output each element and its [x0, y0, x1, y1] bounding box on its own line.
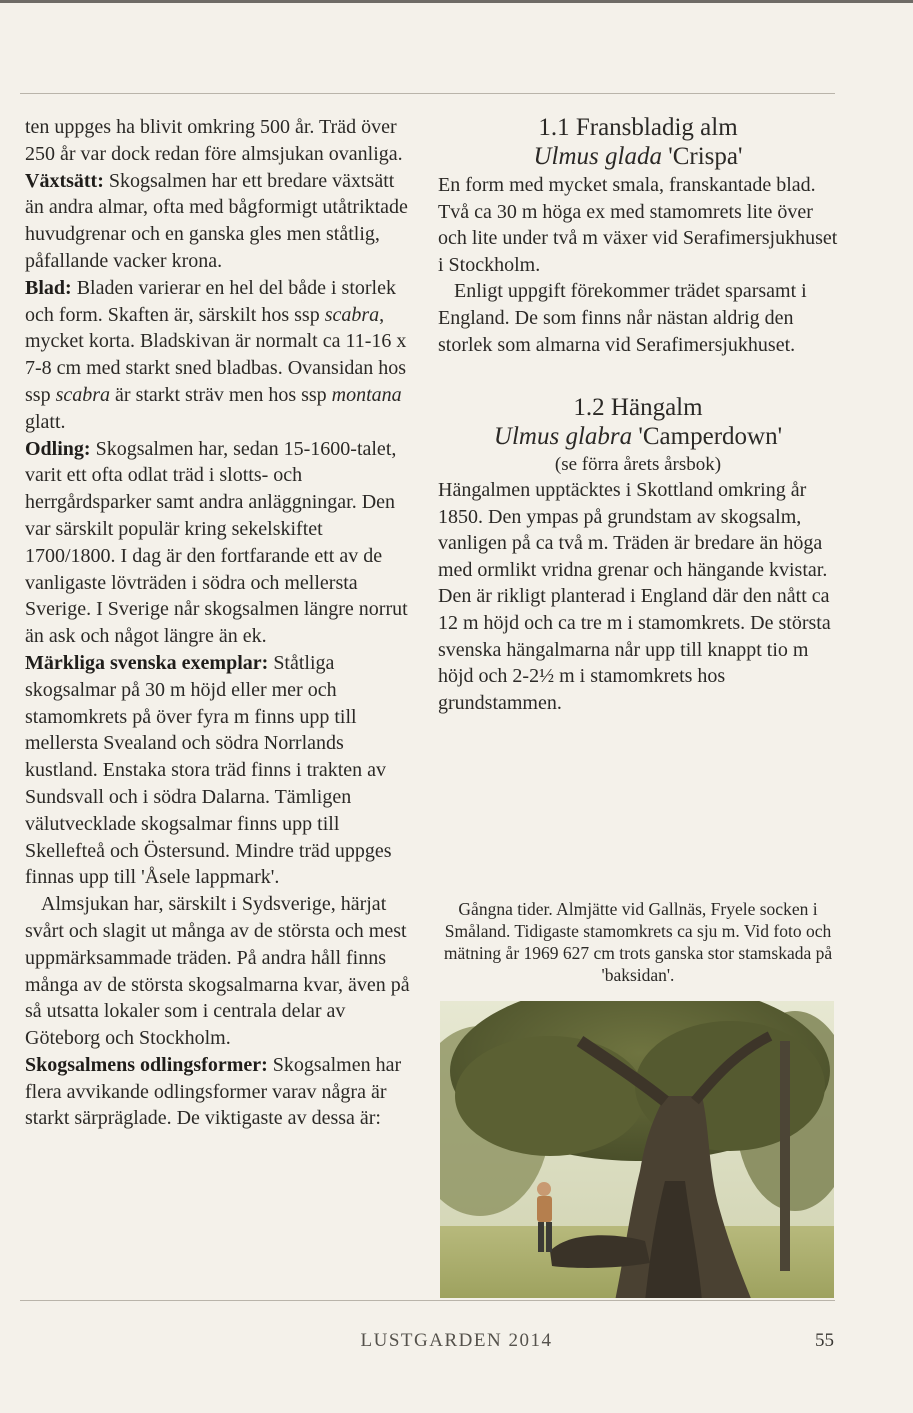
bottom-rule — [20, 1300, 835, 1301]
text-markliga: Ståtliga skogsalmar på 30 m höjd eller mer och stamomkrets på över fyra m finns upp till mellersta Svealand och södra Norrlands kustland. Enstaka stora träd finns i trakten av Sundsvall och i södra Dalarna. Tämligen välutvecklade skogsalmar finns upp till Skellefteå och Östersund. Mindre träd uppges finnas upp till 'Åsele lappmark'. — [25, 651, 392, 889]
scan-top-edge — [0, 0, 913, 3]
text-vaxtsatt: Skogsalmen har ett bredare växtsätt än andra almar, ofta med bågformigt utåtriktade huvudgrenar och en ganska gles men ståtlig, påfallande vacker krona. — [25, 169, 408, 272]
text-blad-3: är starkt sträv men hos ssp — [110, 383, 332, 406]
latin-name-1-2: Ulmus glabra — [493, 423, 633, 450]
photo-caption: Gångna tider. Almjätte vid Gallnäs, Fryele socken i Småland. Tidigaste stamomkrets ca sju m. Vid foto och mätning år 1969 627 cm trots ganska stor stamskada på 'baksidan'. — [443, 899, 833, 985]
paragraph-odling — [25, 436, 417, 650]
text-blad-2: , mycket korta. Bladskivan är normalt ca 11-16 x 7-8 cm med starkt sned bladbas. Ovansidan hos ssp — [25, 303, 407, 406]
text-blad-4: glatt. — [25, 410, 66, 433]
running-footer-title: LUSTGARDEN 2014 — [360, 1330, 553, 1351]
label-vaxtsatt: Växtsätt: — [25, 169, 104, 192]
term-scabra-2: scabra — [55, 383, 111, 406]
paragraph-vaxtsatt — [25, 168, 417, 275]
section-1-1-paragraph-1: En form med mycket smala, franskantade blad. Två ca 30 m höga ex med stamomrets lite över och lite under två m växer vid Serafimersjukhuset i Stockholm. — [438, 174, 838, 276]
label-blad: Blad: — [25, 276, 72, 299]
paragraph-blad — [25, 275, 417, 436]
page-number: 55 — [815, 1330, 834, 1351]
text-odlingsformer: Skogsalmen har flera avvikande odlingsformer varav några är starkt särpräglade. De viktigaste av dessa är: — [25, 1053, 402, 1130]
latin-name-1-1: Ulmus glada — [533, 143, 662, 170]
section-latin-title-1-1 — [438, 142, 838, 172]
cultivar-name-1-2: 'Camperdown' — [632, 423, 783, 450]
paragraph-almsjukan: Almsjukan har, särskilt i Sydsverige, härjat svårt och slagit ut många av de största och mest uppmärksammade träden. På andra håll finns många av de största skogsalmarna kvar, även på så utsatta lokaler som i centrala delar av Göteborg och Stockholm. — [25, 893, 410, 1050]
text-blad-1: Bladen varierar en hel del både i storlek och form. Skaften är, särskilt hos ssp — [25, 276, 396, 326]
section-1-2-note: (se förra årets årsbok) — [554, 454, 722, 475]
cultivar-name-1-1: 'Crispa' — [661, 143, 743, 170]
term-montana: montana — [331, 383, 402, 406]
label-odling: Odling: — [25, 437, 91, 460]
paragraph-odlingsformer — [25, 1052, 417, 1132]
section-1-1-paragraph-2: Enligt uppgift förekommer trädet sparsamt i England. De som finns når nästan aldrig den storlek som almarna vid Serafimersjukhuset. — [438, 280, 807, 356]
section-heading-1-2: 1.2 Hängalm — [573, 394, 703, 421]
label-markliga: Märkliga svenska exemplar: — [25, 651, 269, 674]
elm-tree-photo — [440, 1001, 834, 1298]
section-latin-title-1-2 — [438, 422, 838, 452]
term-scabra: scabra — [324, 303, 380, 326]
left-column — [25, 114, 417, 1132]
section-heading-1-1: 1.1 Fransbladig alm — [538, 114, 738, 141]
section-1-2-paragraph-1: Hängalmen upptäcktes i Skottland omkring år 1850. Den ympas på grundstam av skogsalm, vanligen på ca två m. Träden är bredare än höga med ormlikt vridna grenar och hängande kvistar. Den är rikligt planterad i England där den nått ca 12 m höjd och ca tre m i stamomkrets. De största svenska hängalmarna når upp till knappt tio m höjd och 2-2½ m i stamomkrets hos grundstammen. — [438, 479, 831, 714]
paragraph-markliga — [25, 650, 417, 891]
text-odling: Skogsalmen har, sedan 15-1600-talet, varit ett ofta odlat träd i slotts- och herrgårdsparker samt andra anläggningar. Den var särskilt populär kring sekelskiftet 1700/1800. I dag är den fortfarande ett av de vanligaste lövträden i södra och mellersta Sverige. I Sverige når skogsalmen längre norrut än ask och något längre än ek. — [25, 437, 408, 648]
top-rule — [20, 93, 835, 94]
section-hangalm — [438, 394, 838, 716]
paragraph-intro: ten uppges ha blivit omkring 500 år. Träd över 250 år var dock redan före almsjukan ovanliga. — [25, 116, 403, 165]
label-odlingsformer: Skogsalmens odlingsformer: — [25, 1053, 268, 1076]
section-fransbladig-alm — [438, 114, 838, 358]
